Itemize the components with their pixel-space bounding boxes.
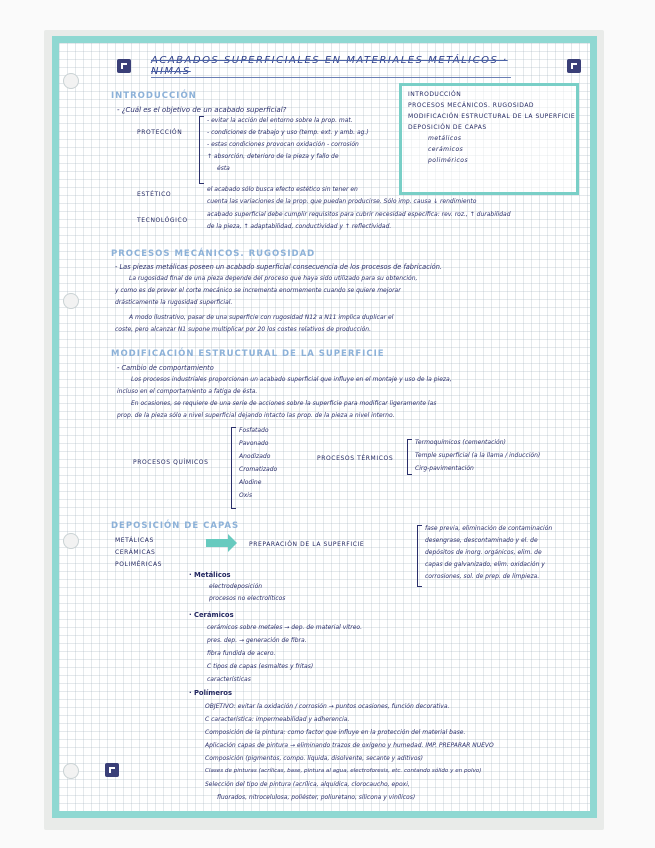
- binder-hole: [63, 73, 79, 89]
- modificacion-line: incluso en el comportamiento a fatiga de ésta.: [117, 388, 258, 395]
- label-procesos-termicos: PROCESOS TÉRMICOS: [317, 455, 394, 462]
- procesos-line: y como es de prever el corte mecánico se incrementa enormemente cuando se quiere mejorar: [115, 287, 401, 294]
- procesos-line: La rugosidad final de una pieza depende del proceso que haya sido utilizado para su obtención,: [129, 275, 418, 282]
- tecnologico-line: de la pieza, ↑ adaptabilidad, conductividad y ↑ reflectividad.: [207, 223, 392, 230]
- quimico-item: Cromatizado: [239, 466, 278, 473]
- intro-question: - ¿Cuál es el objetivo de un acabado superficial?: [117, 106, 287, 114]
- prep-superficie-label: PREPARACIÓN DE LA SUPERFICIE: [249, 541, 365, 548]
- metalicos-item: procesos no electrolíticos: [209, 595, 286, 602]
- toc-subitem: metálicos: [428, 135, 462, 142]
- notebook-page: [52, 36, 597, 818]
- proteccion-line: - evitar la acción del entorno sobre la prop. mat.: [207, 117, 353, 124]
- prep-line: depósitos de inorg. orgánicos, elim. de: [425, 549, 542, 556]
- prep-line: corrosiones, sol. de prep. de limpieza.: [425, 573, 540, 580]
- polimeros-item: Aplicación capas de pintura → eliminando trazos de oxígeno y humedad. IMP. PREPARAR NUEVO: [205, 742, 494, 749]
- procesos-line: coste, pero alcanzar N1 supone multiplicar por 20 los costes relativos de producción.: [115, 326, 371, 333]
- termico-item: Temple superficial (a la llama / inducción): [415, 452, 541, 459]
- polimeros-item: C característica: impermeabilidad y adherencia.: [205, 716, 350, 723]
- binder-hole: [63, 763, 79, 779]
- toc-item: INTRODUCCIÓN: [408, 91, 462, 98]
- toc-subitem: cerámicos: [428, 146, 464, 153]
- bookmark-icon: [105, 763, 119, 777]
- label-estetico: ESTÉTICO: [137, 191, 172, 198]
- label-proteccion: PROTECCIÓN: [137, 129, 183, 136]
- modificacion-subheading: - Cambio de comportamiento: [117, 364, 214, 372]
- brace: [199, 116, 204, 184]
- termico-item: Termoquímicos (cementación): [415, 439, 506, 446]
- toc-item: PROCESOS MECÁNICOS. RUGOSIDAD: [408, 102, 535, 109]
- prep-line: capas de galvanizado, elim. oxidación y: [425, 561, 545, 568]
- toc-item: MODIFICACIÓN ESTRUCTURAL DE LA SUPERFICIE: [408, 113, 576, 120]
- modificacion-line: En ocasiones, se requiere de una serie de acciones sobre la superficie para modificar ligeramente las: [131, 400, 437, 407]
- label-procesos-quimicos: PROCESOS QUÍMICOS: [133, 459, 209, 466]
- termico-item: Cirg-pavimentación: [415, 465, 474, 472]
- label-tecnologico: TECNOLÓGICO: [137, 217, 188, 224]
- metalicos-item: electrodeposición: [209, 583, 263, 590]
- binder-hole: [63, 533, 79, 549]
- modificacion-line: prop. de la pieza sólo a nivel superficial dejando intacto las prop. de la pieza a nivel interno.: [117, 412, 395, 419]
- quimico-item: Pavonado: [239, 440, 269, 447]
- ceramicos-label: · Cerámicos: [189, 611, 234, 619]
- estetico-line: cuenta las variaciones de la prop. que puedan producirse. Sólo imp. causa ↓ rendimiento: [207, 198, 477, 205]
- estetico-line: el acabado sólo busca efecto estético sin tener en: [207, 186, 358, 193]
- deposicion-type: POLIMÉRICAS: [115, 561, 163, 568]
- binder-hole: [63, 293, 79, 309]
- prep-line: fase previa, eliminación de contaminación: [425, 525, 553, 532]
- proteccion-line: - estas condiciones provocan oxidación - corrosión: [207, 141, 359, 148]
- quimico-item: Fosfatado: [239, 427, 269, 434]
- section-heading-deposicion: DEPOSICIÓN DE CAPAS: [111, 521, 240, 531]
- deposicion-type: CERÁMICAS: [115, 549, 156, 556]
- polimeros-label: · Polímeros: [189, 689, 232, 697]
- polimeros-item: Selección del tipo de pintura (acrílica, alquídica, clorocaucho, epoxi,: [205, 781, 410, 788]
- procesos-line: A modo ilustrativo, pasar de una superficie con rugosidad N12 a N11 implica duplicar el: [129, 314, 394, 321]
- ceramicos-item: C tipos de capas (esmaltes y fritas): [207, 663, 314, 670]
- prep-line: desengrase, descontaminado y el. de: [425, 537, 538, 544]
- quimico-item: Anodizado: [239, 453, 271, 460]
- modificacion-line: Los procesos industriales proporcionan un acabado superficial que influye en el montaje y uso de la pieza,: [131, 376, 452, 383]
- section-heading-introduccion: INTRODUCCIÓN: [111, 91, 197, 101]
- procesos-line: - Las piezas metálicas poseen un acabado superficial consecuencia de los procesos de fabricación.: [115, 263, 442, 271]
- polimeros-item: Composición (pigmentos, compo. líquida, disolvente, secante y aditivos): [205, 755, 423, 762]
- ceramicos-item: pres. dep. → generación de fibra.: [207, 637, 307, 644]
- proteccion-line: ↑ absorción, deterioro de la pieza y fallo de: [207, 153, 339, 160]
- polimeros-item: Composición de la pintura: como factor que influye en la protección del material base.: [205, 729, 466, 736]
- page-title: ACABADOS SUPERFICIALES EN MATERIALES METÁLICOS · NIMAS: [151, 55, 511, 78]
- brace: [231, 427, 236, 509]
- quimico-item: Oxis: [239, 492, 253, 499]
- toc-item: DEPOSICIÓN DE CAPAS: [408, 124, 487, 131]
- arrow-right-icon: [206, 539, 228, 547]
- brace: [417, 525, 422, 587]
- metalicos-label: · Metálicos: [189, 571, 231, 579]
- proteccion-line: ésta: [217, 165, 230, 172]
- polimeros-item: Clases de pinturas (acrílicas, base, pintura al agua, electroforesis, etc. contando sólido y en polvo): [205, 768, 482, 774]
- ceramicos-item: características: [207, 676, 251, 683]
- quimico-item: Alodine: [239, 479, 262, 486]
- polimeros-item: OBJETIVO: evitar la oxidación / corrosión → puntos ocasiones, función decorativa.: [205, 703, 450, 710]
- deposicion-type: METÁLICAS: [115, 537, 154, 544]
- procesos-line: drásticamente la rugosidad superficial.: [115, 299, 233, 306]
- brace: [407, 439, 412, 475]
- table-of-contents: [399, 83, 579, 195]
- polimeros-item: fluorados, nitrocelulosa, poliéster, poliuretano, silicona y vinílicos): [217, 794, 416, 801]
- section-heading-procesos: PROCESOS MECÁNICOS. RUGOSIDAD: [111, 249, 316, 259]
- bookmark-icon: [567, 59, 581, 73]
- toc-subitem: poliméricos: [428, 157, 469, 164]
- section-heading-modificacion: MODIFICACIÓN ESTRUCTURAL DE LA SUPERFICIE: [111, 349, 385, 359]
- proteccion-line: - condiciones de trabajo y uso (temp. ext. y amb. ag.): [207, 129, 369, 136]
- ceramicos-item: cerámicos sobre metales → dep. de material vítreo.: [207, 624, 362, 631]
- ceramicos-item: fibra fundida de acero.: [207, 650, 276, 657]
- bookmark-icon: [117, 59, 131, 73]
- tecnologico-line: acabado superficial debe cumplir requisitos para cubrir necesidad específica: rev. roz., ↑ durabilidad: [207, 211, 511, 218]
